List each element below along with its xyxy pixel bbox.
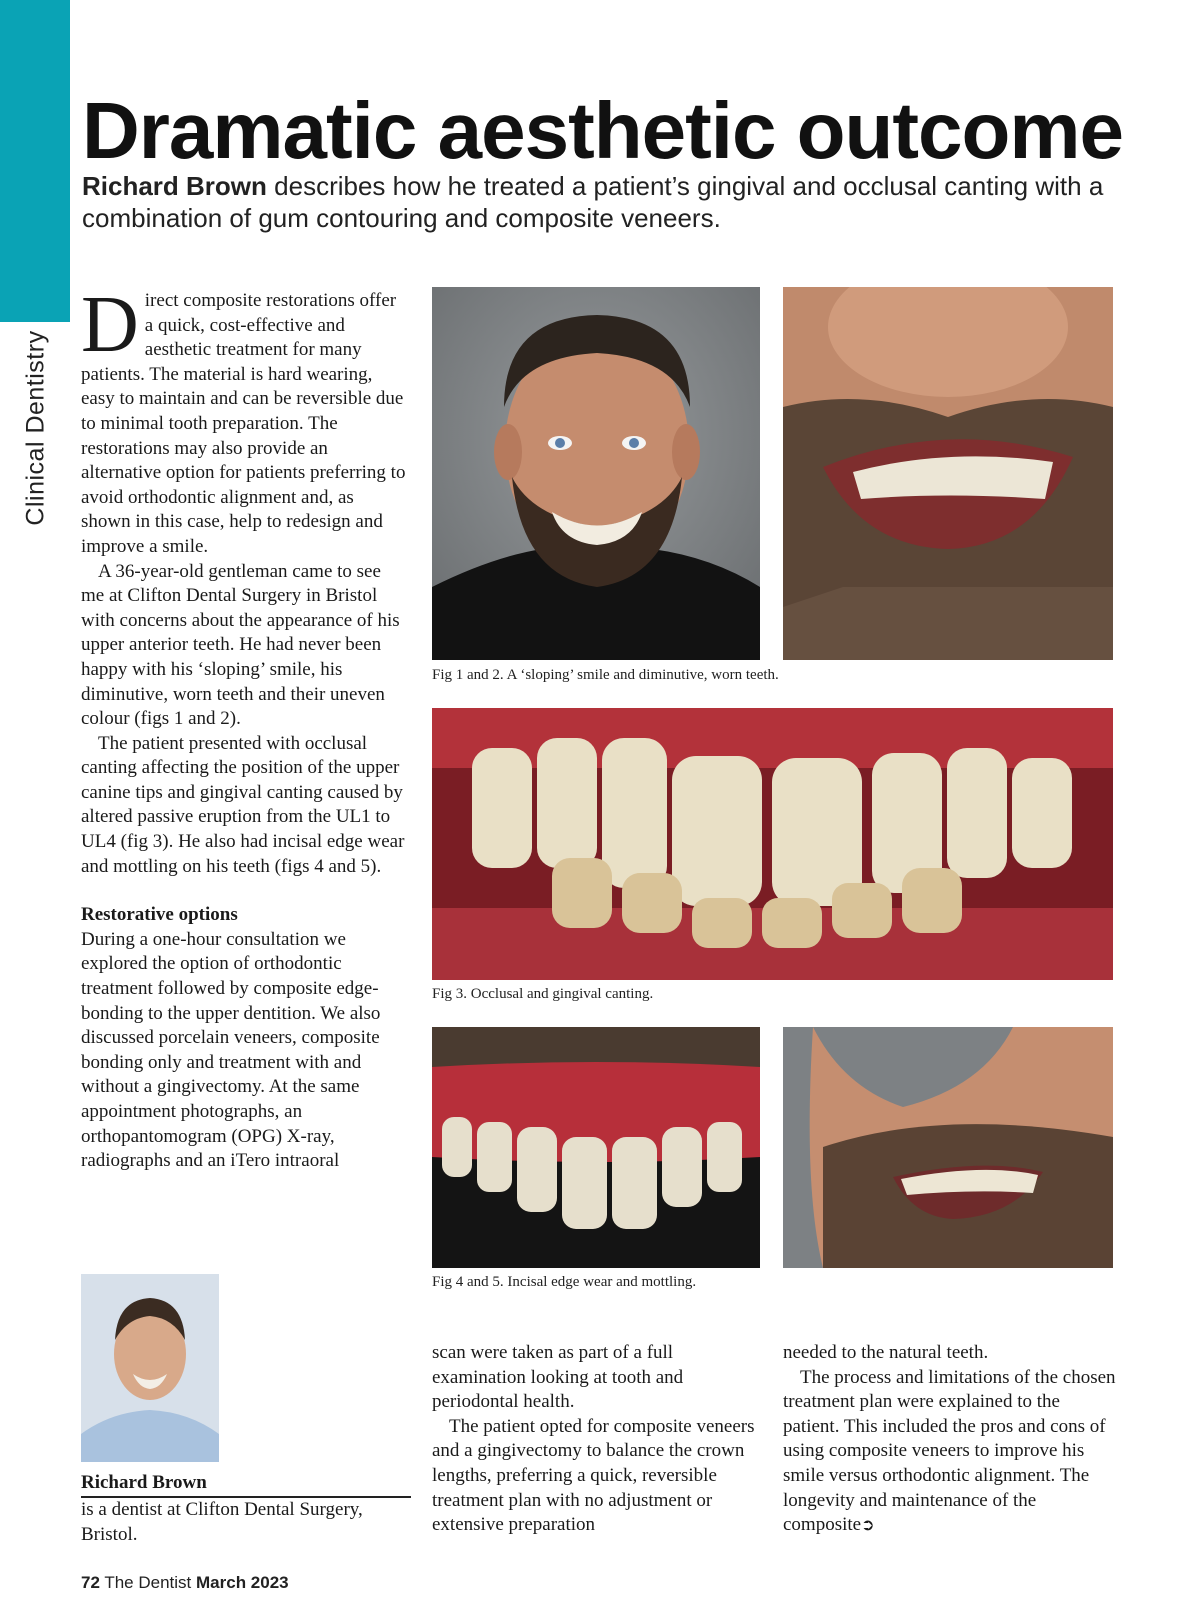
portrait-image [432,287,760,660]
page-footer [81,1573,289,1593]
body-column-1 [81,281,407,1174]
figure-caption: Fig 4 and 5. Incisal edge wear and mottling. [432,1274,697,1290]
body-column-2 [432,1341,767,1538]
upper-teeth-image [432,1027,760,1268]
body-paragraph: The process and limitations of the chosen treatment plan were explained to the patient. This included the pros and cons of using composite veneers to improve his smile versus orthodontic alignment. The longevity and maintenance of the composite➲ [783,1366,1116,1536]
subheading: Restorative options [81,904,238,926]
author-headshot-image [81,1274,219,1462]
section-label: Clinical Dentistry [21,330,50,526]
smile-closeup-image [783,287,1113,660]
intraoral-image [432,708,1113,980]
standfirst [82,170,1142,234]
intro-paragraph: Direct composite restorations offer a quick, cost-effective and aesthetic treatment for many patients. The material is hard wearing, easy to maintain and can be reversible due to minimal tooth preparation. The restorations may also provide an alternative option for patients preferring to avoid orthodontic alignment and, as shown in this case, help to redesign and improve a smile. [81,281,406,557]
continued-arrow-icon: ➲ [861,1515,875,1535]
body-paragraph: During a one-hour consultation we explored the option of orthodontic treatment followed by composite edge-bonding to the upper dentition. We also discussed porcelain veneers, composite bonding only and treatment with and without a gingivectomy. At the same appointment photographs, an orthopantomogram (OPG) X-ray, radiographs and an iTero intraoral [81,928,381,1172]
body-paragraph: scan were taken as part of a full examination looking at tooth and periodontal health. [432,1342,684,1413]
body-paragraph: The patient opted for composite veneers and a gingivectomy to balance the crown lengths, preferring a quick, reversible treatment plan with no adjustment or extensive preparation [432,1415,755,1536]
figure-caption: Fig 1 and 2. A ‘sloping’ smile and diminutive, worn teeth. [432,667,779,683]
body-paragraph: needed to the natural teeth. [783,1342,989,1363]
body-paragraph: A 36-year-old gentleman came to see me at Clifton Dental Surgery in Bristol with concerns about the appearance of his upper anterior teeth. He had never been happy with his ‘sloping’ smile, his diminutive, worn teeth and their uneven colour (figs 1 and 2). [81,560,400,730]
figure-caption: Fig 3. Occlusal and gingival canting. [432,986,654,1002]
author-bio: is a dentist at Clifton Dental Surgery, Bristol. [81,1499,363,1545]
fig3-intraoral-photo [432,708,1113,980]
fig4-upper-teeth-photo [432,1027,760,1268]
fig2-smile-closeup-photo [783,287,1113,660]
author-photo [81,1274,219,1462]
fig5-profile-smile-photo [783,1027,1113,1268]
fig1-portrait-photo [432,287,760,660]
profile-smile-image [783,1027,1113,1268]
body-paragraph: The patient presented with occlusal canting affecting the position of the upper canine tips and gingival canting caused by altered passive eruption from the UL1 to UL4 (fig 3). He also had incisal edge wear and mottling on his teeth (figs 4 and 5). [81,732,405,877]
body-column-3 [783,1341,1118,1538]
section-color-bar [0,0,70,322]
drop-cap: D [81,281,139,369]
headline: Dramatic aesthetic outcome [82,86,1124,175]
standfirst-text: describes how he treated a patient’s gingival and occlusal canting with a combination of gum contouring and composite veneers. [82,171,1104,233]
author-name: Richard Brown [81,1472,207,1493]
issue-date: March 2023 [196,1573,289,1592]
publication-name: The Dentist [104,1573,192,1592]
page-number: 72 [81,1573,100,1592]
standfirst-author: Richard Brown [82,171,267,201]
